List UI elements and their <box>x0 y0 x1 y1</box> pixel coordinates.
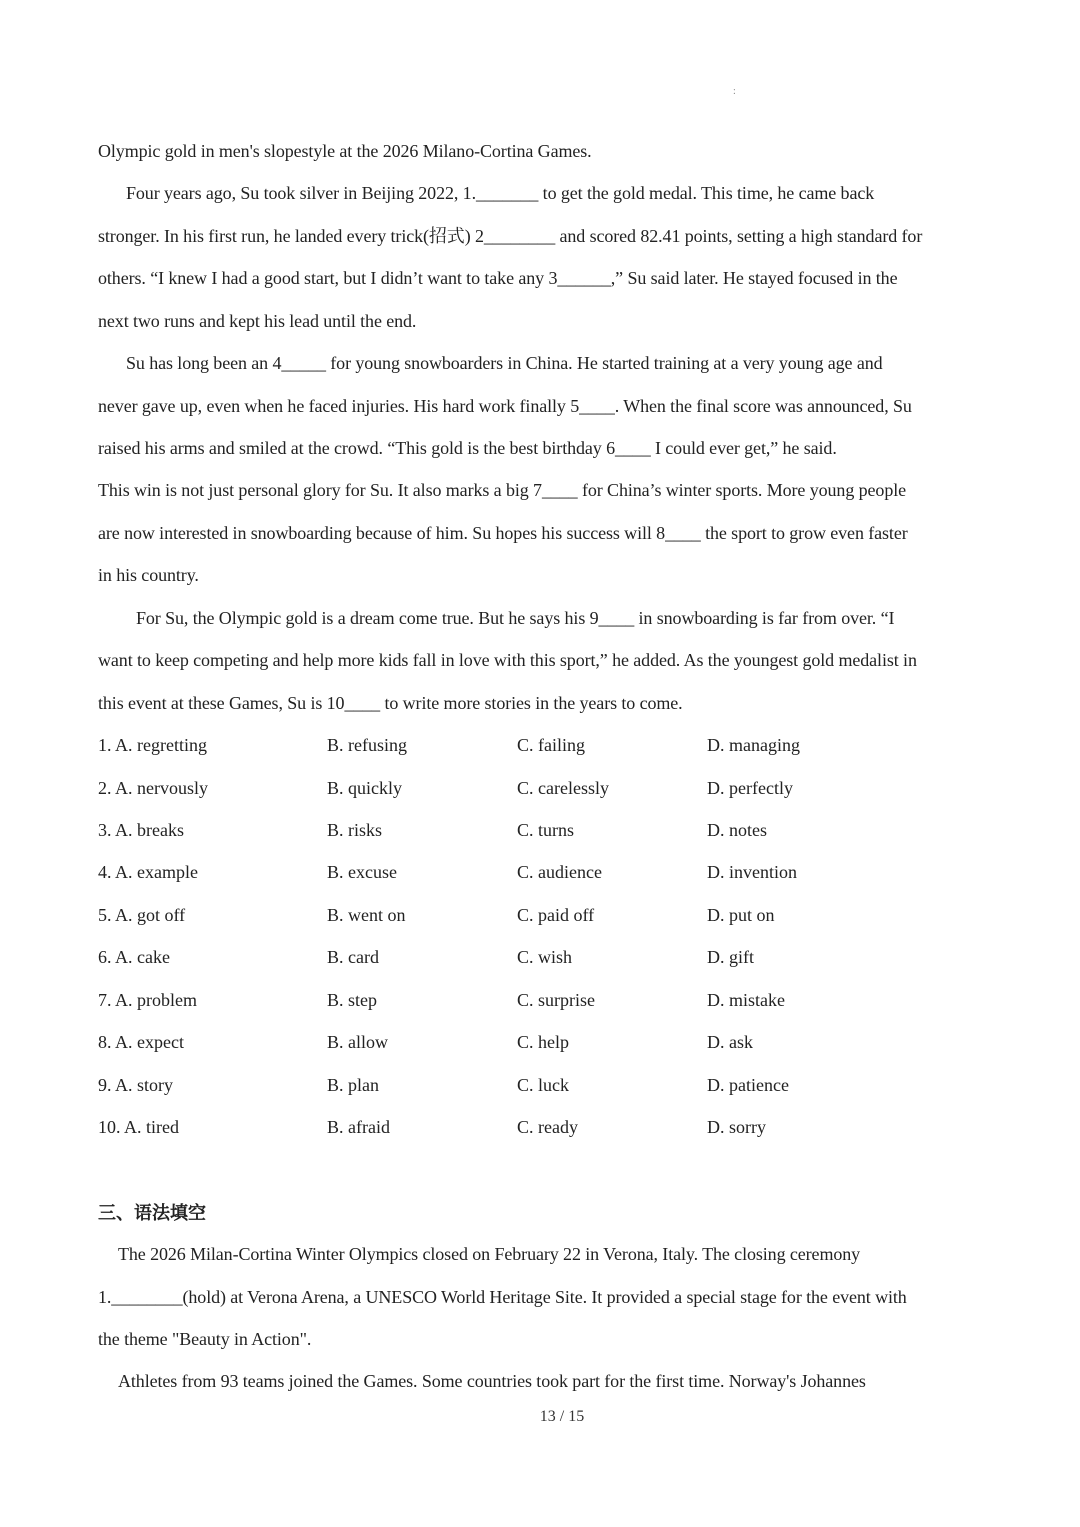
passage-line: others. “I knew I had a good start, but I didn’t want to take any 3______,” Su said later. He stayed focused in the <box>98 268 898 288</box>
option-d: D. gift <box>707 947 754 967</box>
passage-line: next two runs and kept his lead until the end. <box>98 311 417 331</box>
option-c: C. help <box>517 1032 569 1052</box>
option-a: 6. A. cake <box>98 947 170 967</box>
option-b: B. refusing <box>327 735 407 755</box>
option-c: C. failing <box>517 735 585 755</box>
option-a: 10. A. tired <box>98 1117 179 1137</box>
option-d: D. ask <box>707 1032 753 1052</box>
option-d: D. invention <box>707 862 797 882</box>
page-mark: : <box>733 86 736 97</box>
option-c: C. surprise <box>517 990 595 1010</box>
option-a: 8. A. expect <box>98 1032 184 1052</box>
option-a: 3. A. breaks <box>98 820 184 840</box>
option-b: B. plan <box>327 1075 379 1095</box>
option-d: D. put on <box>707 905 775 925</box>
option-c: C. audience <box>517 862 602 882</box>
option-d: D. sorry <box>707 1117 766 1137</box>
option-b: B. afraid <box>327 1117 390 1137</box>
passage-line: This win is not just personal glory for Su. It also marks a big 7____ for China’s winter sports. More young people <box>98 480 907 500</box>
passage-line: want to keep competing and help more kids fall in love with this sport,” he added. As the youngest gold medalist in <box>98 650 917 670</box>
option-c: C. ready <box>517 1117 578 1137</box>
option-b: B. allow <box>327 1032 388 1052</box>
option-d: D. perfectly <box>707 778 793 798</box>
option-a: 2. A. nervously <box>98 778 208 798</box>
option-b: B. went on <box>327 905 406 925</box>
option-b: B. quickly <box>327 778 402 798</box>
passage-line: are now interested in snowboarding because of him. Su hopes his success will 8____ the sport to grow even faster <box>98 523 908 543</box>
option-c: C. luck <box>517 1075 569 1095</box>
option-a: 1. A. regretting <box>98 735 207 755</box>
option-d: D. patience <box>707 1075 789 1095</box>
passage-line: Four years ago, Su took silver in Beijing 2022, 1._______ to get the gold medal. This time, he came back <box>126 183 875 203</box>
grammar-line: The 2026 Milan-Cortina Winter Olympics closed on February 22 in Verona, Italy. The closing ceremony <box>118 1244 861 1264</box>
option-c: C. wish <box>517 947 573 967</box>
option-a: 7. A. problem <box>98 990 197 1010</box>
option-b: B. excuse <box>327 862 397 882</box>
section-title: 三、语法填空 <box>98 1203 206 1224</box>
option-b: B. step <box>327 990 378 1010</box>
option-d: D. managing <box>707 735 800 755</box>
option-a: 9. A. story <box>98 1075 174 1095</box>
passage-line: this event at these Games, Su is 10____ to write more stories in the years to come. <box>98 693 683 713</box>
option-d: D. notes <box>707 820 767 840</box>
passage-line: For Su, the Olympic gold is a dream come true. But he says his 9____ in snowboarding is far from over. “I <box>136 608 895 628</box>
passage-line: never gave up, even when he faced injuries. His hard work finally 5____. When the final score was announced, Su <box>98 396 912 416</box>
page-number: 13 / 15 <box>539 1408 585 1425</box>
option-a: 4. A. example <box>98 862 198 882</box>
passage-line: Olympic gold in men's slopestyle at the 2026 Milano-Cortina Games. <box>98 141 592 161</box>
option-d: D. mistake <box>707 990 785 1010</box>
option-a: 5. A. got off <box>98 905 186 925</box>
grammar-line: the theme "Beauty in Action". <box>98 1329 312 1349</box>
passage-line: Su has long been an 4_____ for young snowboarders in China. He started training at a very young age and <box>126 353 883 373</box>
option-b: B. card <box>327 947 379 967</box>
passage-line: stronger. In his first run, he landed every trick(招式) 2________ and scored 82.41 points, setting a high standard for <box>98 226 923 246</box>
option-b: B. risks <box>327 820 383 840</box>
grammar-line: 1.________(hold) at Verona Arena, a UNESCO World Heritage Site. It provided a special stage for the event with <box>98 1287 907 1307</box>
option-c: C. turns <box>517 820 575 840</box>
option-c: C. paid off <box>517 905 595 925</box>
option-c: C. carelessly <box>517 778 609 798</box>
grammar-line: Athletes from 93 teams joined the Games. Some countries took part for the first time. Norway's Johannes <box>118 1371 866 1391</box>
passage-line: raised his arms and smiled at the crowd. “This gold is the best birthday 6____ I could ever get,” he said. <box>98 438 837 458</box>
passage-line: in his country. <box>98 565 199 585</box>
